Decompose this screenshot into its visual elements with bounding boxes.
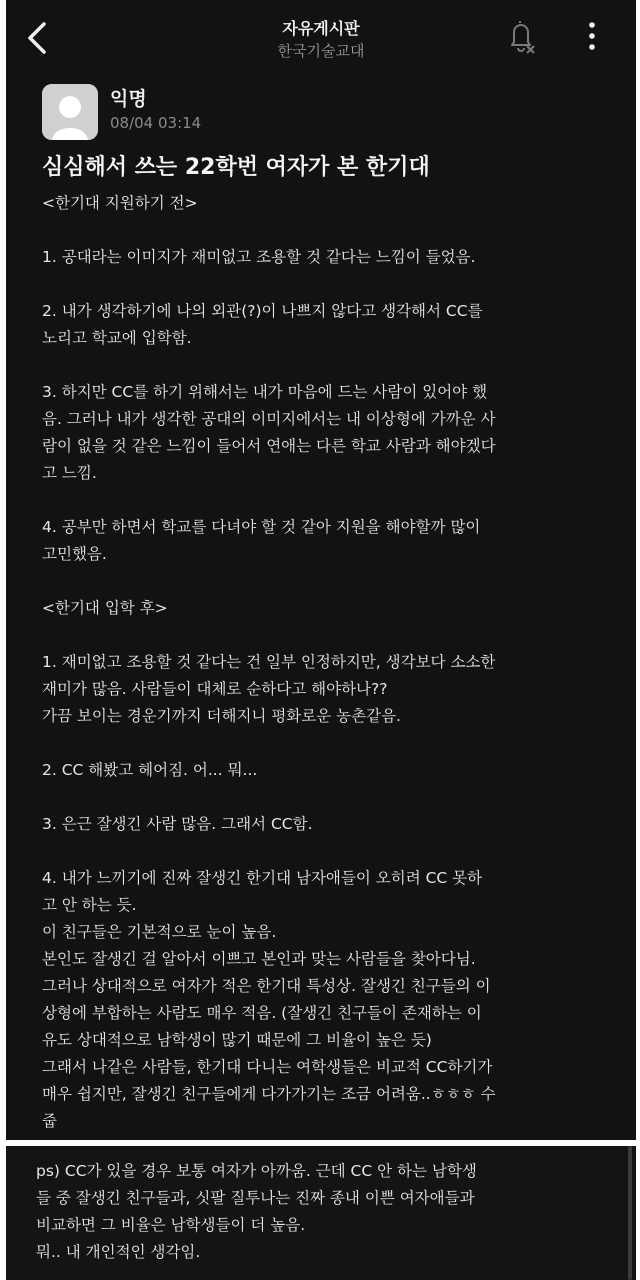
post-date: 08/04 03:14 [110,114,202,132]
post-text-line: 고 안 하는 듯. [42,896,137,914]
top-bar [6,0,636,76]
post-text-line: 가끔 보이는 경운기까지 더해지니 평화로운 농촌같음. [42,707,401,725]
post-text-line: 2. CC 해봤고 헤어짐. 어... 뭐... [42,761,258,779]
post-text-line: 고민했음. [42,545,107,563]
post-paragraph [42,811,602,838]
post-text-line: 람이 없을 것 같은 느낌이 들어서 연애는 다른 학교 사람과 해야겠다 [42,437,496,455]
post-text-line: 본인도 잘생긴 걸 알아서 이쁘고 본인과 맞는 사람들을 찾아다님. [42,950,476,968]
post-paragraph [42,190,602,217]
post-text-line: 유도 상대적으로 남학생이 많기 때문에 그 비율이 높은 듯) [42,1031,432,1049]
ps-text-line: 들 중 잘생긴 친구들과, 싯팔 질투나는 진짜 종내 이쁜 여자애들과 [36,1189,475,1207]
post-screen-bottom [6,1146,636,1280]
post-ps-text [36,1158,596,1266]
post-text-line: 매우 쉽지만, 잘생긴 친구들에게 다가가기는 조금 어려움..ㅎㅎㅎ 수 [42,1085,496,1103]
post-text-line: 1. 공대라는 이미지가 재미없고 조용할 것 같다는 느낌이 들었음. [42,248,476,266]
ps-text-line: 비교하면 그 비율은 남학생들이 더 높음. [36,1216,306,1234]
post-text-line: 3. 하지만 CC를 하기 위해서는 내가 마음에 드는 사람이 있어야 했 [42,383,488,401]
post-text-line: 음. 그러나 내가 생각한 공대의 이미지에서는 내 이상형에 가까운 사 [42,410,496,428]
scrollbar[interactable] [628,1146,632,1280]
post-text-line: 줍 [42,1112,57,1130]
ps-text-line: 뭐.. 내 개인적인 생각임. [36,1243,201,1261]
post-text-line: 2. 내가 생각하기에 나의 외관(?)이 나쁘지 않다고 생각해서 CC를 [42,302,483,320]
post-text-line: 그래서 나같은 사람들, 한기대 다니는 여학생들은 비교적 CC하기가 [42,1058,493,1076]
post-paragraph [42,514,602,568]
post-screen-top [6,0,636,1140]
post-text-line: 1. 재미없고 조용할 것 같다는 건 일부 인정하지만, 생각보다 소소한 [42,653,496,671]
school-name: 한국기술교대 [277,42,365,60]
post-paragraph [42,649,602,730]
post-text-line: 노리고 학교에 입학함. [42,329,192,347]
ps-text-line: ps) CC가 있을 경우 보통 여자가 아까움. 근데 CC 안 하는 남학생 [36,1162,477,1180]
post-paragraph [42,379,602,487]
post-text-line: 3. 은근 잘생긴 사람 많음. 그래서 CC함. [42,815,313,833]
post-text-line: 4. 공부만 하면서 학교를 다녀야 할 것 같아 지원을 해야할까 많이 [42,518,481,536]
post-text-line: 그러나 상대적으로 여자가 적은 한기대 특성상. 잘생긴 친구들의 이 [42,977,491,995]
post-body [42,190,602,1140]
post-paragraph [42,298,602,352]
post-text-line: 재미가 많음. 사람들이 대체로 순하다고 해야하나?? [42,680,388,698]
post-title: 심심해서 쓰는 22학번 여자가 본 한기대 [42,155,430,180]
post-text-line: 이 친구들은 기본적으로 눈이 높음. [42,923,277,941]
post-text-line: <한기대 입학 후> [42,599,168,617]
bell-off-icon[interactable] [502,18,536,54]
board-title: 자유게시판 [282,19,360,38]
post-paragraph [42,757,602,784]
more-vertical-icon[interactable] [582,20,602,52]
post-text-line: 고 느낌. [42,464,97,482]
post-paragraph [42,865,602,1135]
post-text-line: 4. 내가 느끼기에 진짜 잘생긴 한기대 남자애들이 오히려 CC 못하 [42,869,483,887]
post-text-line: <한기대 지원하기 전> [42,194,198,212]
avatar [42,84,98,140]
author-name: 익명 [110,88,147,110]
post-paragraph [42,244,602,271]
anonymous-user-icon [42,84,98,140]
post-paragraph [42,595,602,622]
post-text-line: 상형에 부합하는 사람도 매우 적음. (잘생긴 친구들이 존재하는 이 [42,1004,482,1022]
